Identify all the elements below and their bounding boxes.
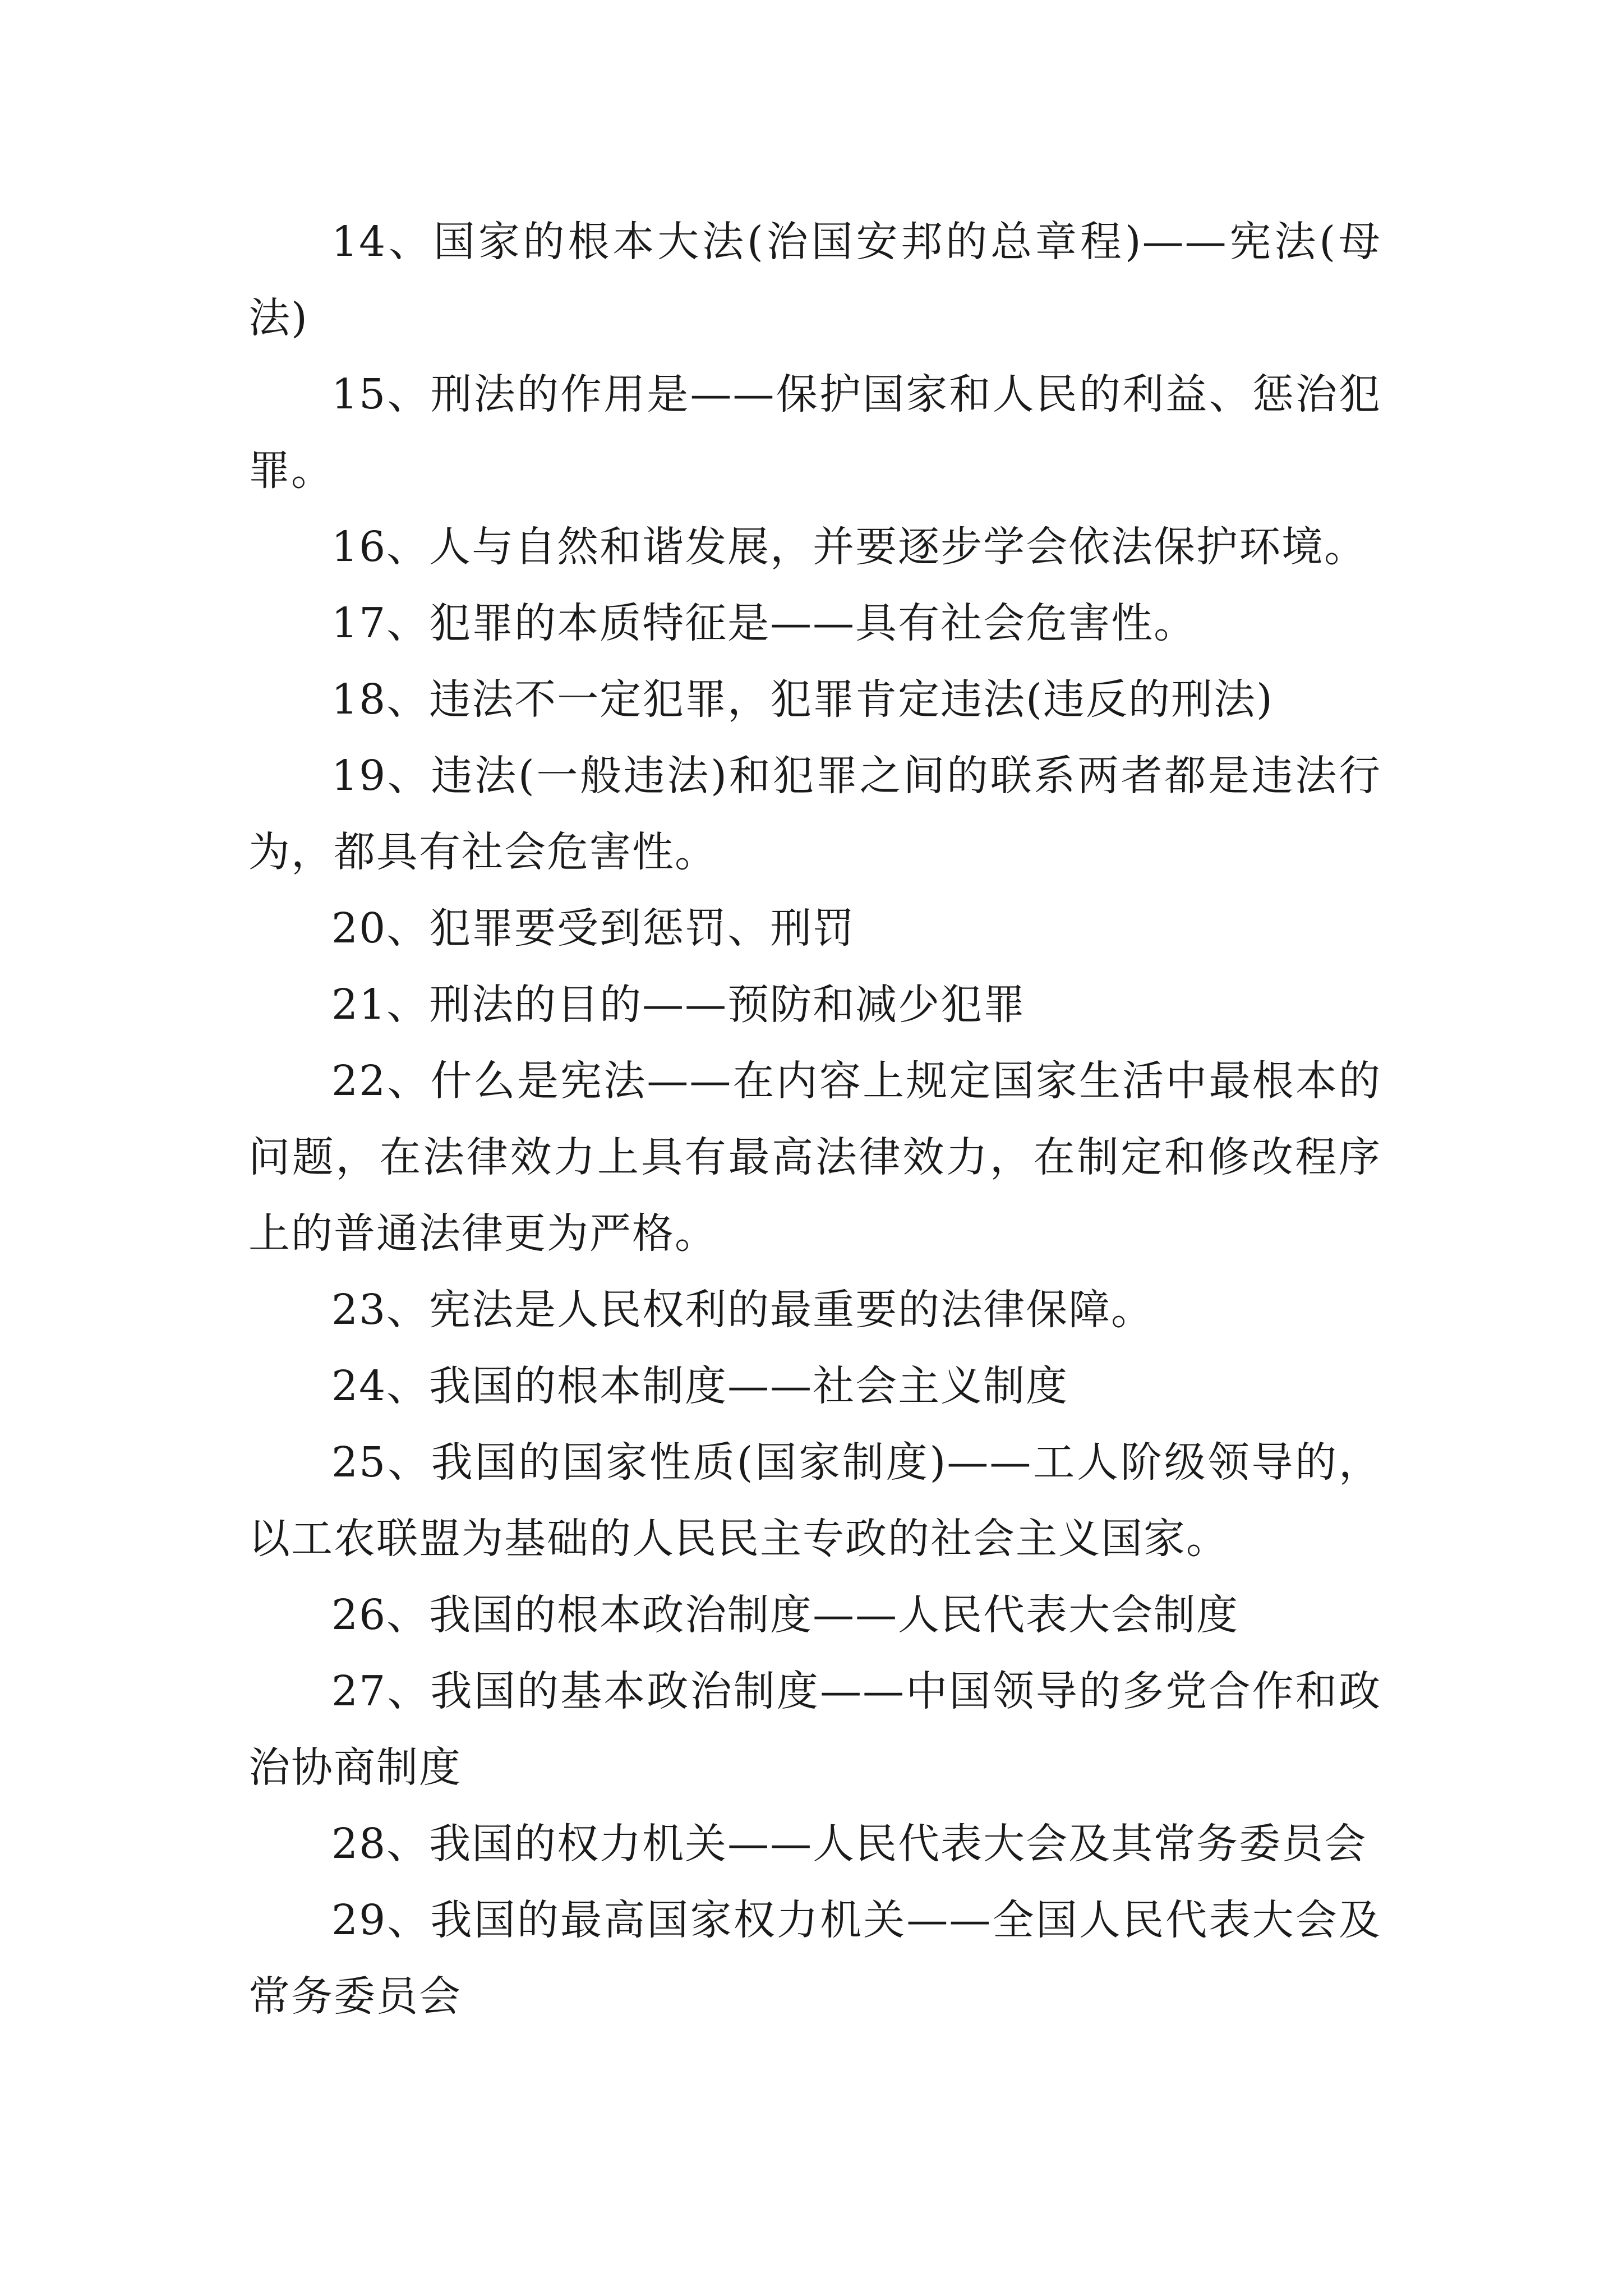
paragraph-25: 25、我国的国家性质(国家制度)——工人阶级领导的，以工农联盟为基础的人民民主专政的社会主义国家。 <box>248 1438 1381 1563</box>
paragraph-20: 20、犯罪要受到惩罚、刑罚 <box>331 904 856 953</box>
document-body <box>248 204 1381 2035</box>
paragraph-14: 14、国家的根本大法(治国安邦的总章程)——宪法(母法) <box>248 218 1381 342</box>
paragraph-19: 19、违法(一般违法)和犯罪之间的联系两者都是违法行为，都具有社会危害性。 <box>248 752 1381 876</box>
paragraph-15: 15、刑法的作用是——保护国家和人民的利益、惩治犯罪。 <box>248 370 1381 495</box>
paragraph-28: 28、我国的权力机关——人民代表大会及其常务委员会 <box>331 1820 1367 1868</box>
paragraph-24: 24、我国的根本制度——社会主义制度 <box>331 1362 1069 1410</box>
paragraph-21: 21、刑法的目的——预防和减少犯罪 <box>331 981 1026 1029</box>
paragraph-18: 18、违法不一定犯罪，犯罪肯定违法(违反的刑法) <box>331 675 1274 724</box>
paragraph-26: 26、我国的根本政治制度——人民代表大会制度 <box>331 1591 1239 1639</box>
paragraph-22: 22、什么是宪法——在内容上规定国家生活中最根本的问题，在法律效力上具有最高法律效力，在制定和修改程序上的普通法律更为严格。 <box>248 1057 1381 1258</box>
paragraph-17: 17、犯罪的本质特征是——具有社会危害性。 <box>331 599 1197 647</box>
paragraph-27: 27、我国的基本政治制度——中国领导的多党合作和政治协商制度 <box>248 1667 1381 1792</box>
paragraph-16: 16、人与自然和谐发展，并要逐步学会依法保护环境。 <box>331 523 1367 571</box>
paragraph-29: 29、我国的最高国家权力机关——全国人民代表大会及常务委员会 <box>248 1896 1381 2021</box>
paragraph-23: 23、宪法是人民权利的最重要的法律保障。 <box>331 1286 1154 1334</box>
